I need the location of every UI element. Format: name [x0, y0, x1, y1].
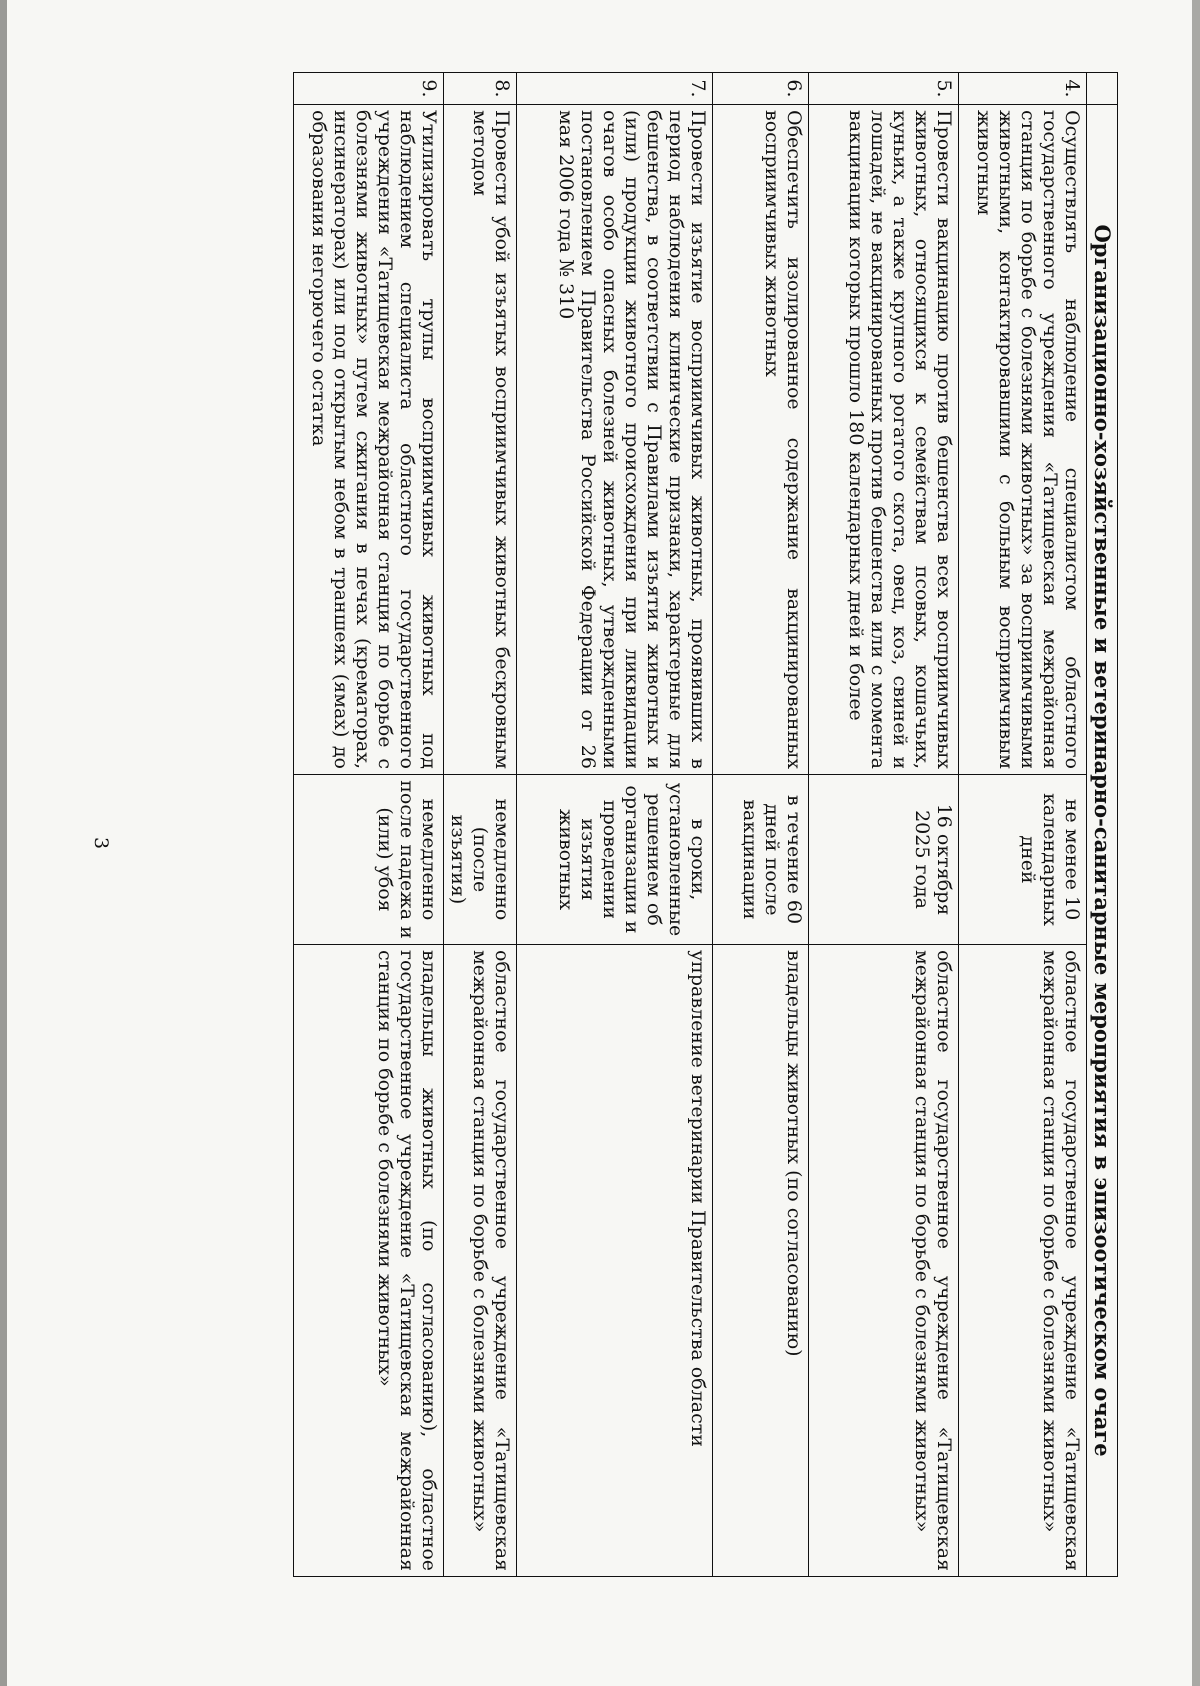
row-number: 5.: [809, 73, 959, 105]
measure-text: Обеспечить изолированное содержание вакцинированных восприимчивых животных: [713, 105, 809, 775]
table-row: [713, 73, 809, 1577]
responsible-text: областное государственное учреждение «Татищевская межрайонная станция по борьбе с болезнями животных»: [809, 945, 959, 1577]
page-number: 3: [90, 836, 112, 850]
measure-text: Провести изъятие восприимчивых животных, проявивших в период наблюдения клинические признаки, характерные для бешенства, в соответствии с Правилами изъятия животных и (или) продукции животного происхождения при ликвидации очагов особо опасных болезней животных, утвержденными постановлением Правительства Российской Федерации от 26 мая 2006 года № 310: [517, 105, 713, 775]
row-number: 4.: [959, 73, 1087, 105]
measure-text: Провести убой изъятых восприимчивых животных бескровным методом: [444, 105, 517, 775]
row-number: 8.: [444, 73, 517, 105]
measure-text: Осуществлять наблюдение специалистом областного государственного учреждения «Татищевская межрайонная станция по борьбе с болезнями животных» за восприимчивыми животными, контактировавшими с больным восприимчивым животным: [959, 105, 1087, 775]
row-number: 6.: [713, 73, 809, 105]
measure-text: Утилизировать трупы восприимчивых животных под наблюдением специалиста областного государственного учреждения «Татищевская межрайонная станция по борьбе с болезнями животных» путем сжигания в печах (крематорах, инсинераторах) или под открытым небом в траншеях (ямах) до образования негорючего остатка: [294, 105, 444, 775]
table-row: [959, 73, 1087, 1577]
term-text: не менее 10 календарных дней: [959, 775, 1087, 945]
table-row: [809, 73, 959, 1577]
section-header-row: [1087, 73, 1118, 1577]
responsible-text: областное государственное учреждение «Татищевская межрайонная станция по борьбе с болезнями животных»: [959, 945, 1087, 1577]
table-row: [517, 73, 713, 1577]
row-number: 9.: [294, 73, 444, 105]
header-blank-cell: [1087, 73, 1118, 105]
responsible-text: управление ветеринарии Правительства области: [517, 945, 713, 1577]
section-title: Организационно-хозяйственные и ветеринарно-санитарные мероприятия в эпизоотическом очаге: [1087, 105, 1118, 1577]
responsible-text: владельцы животных (по согласованию): [713, 945, 809, 1577]
term-text: в сроки, установленные решением об организации и проведении изъятия животных: [517, 775, 713, 945]
measure-text: Провести вакцинацию против бешенства всех восприимчивых животных, относящихся к семействам псовых, кошачьих, куньих, а также крупного рогатого скота, овец, коз, свиней и лошадей, не вакцинированных против бешенства или с момента вакцинации которых прошло 180 календарных дней и более: [809, 105, 959, 775]
responsible-text: владельцы животных (по согласованию), областное государственное учреждение «Татищевская межрайонная станция по борьбе с болезнями животных»: [294, 945, 444, 1577]
term-text: в течение 60 дней после вакцинации: [713, 775, 809, 945]
term-text: немедленно после падежа и (или) убоя: [294, 775, 444, 945]
term-text: немедленно (после изъятия): [444, 775, 517, 945]
term-text: 16 октября 2025 года: [809, 775, 959, 945]
measures-table: [293, 72, 1118, 1577]
row-number: 7.: [517, 73, 713, 105]
table-row: [294, 73, 444, 1577]
table-row: [444, 73, 517, 1577]
responsible-text: областное государственное учреждение «Татищевская межрайонная станция по борьбе с болезнями животных»: [444, 945, 517, 1577]
